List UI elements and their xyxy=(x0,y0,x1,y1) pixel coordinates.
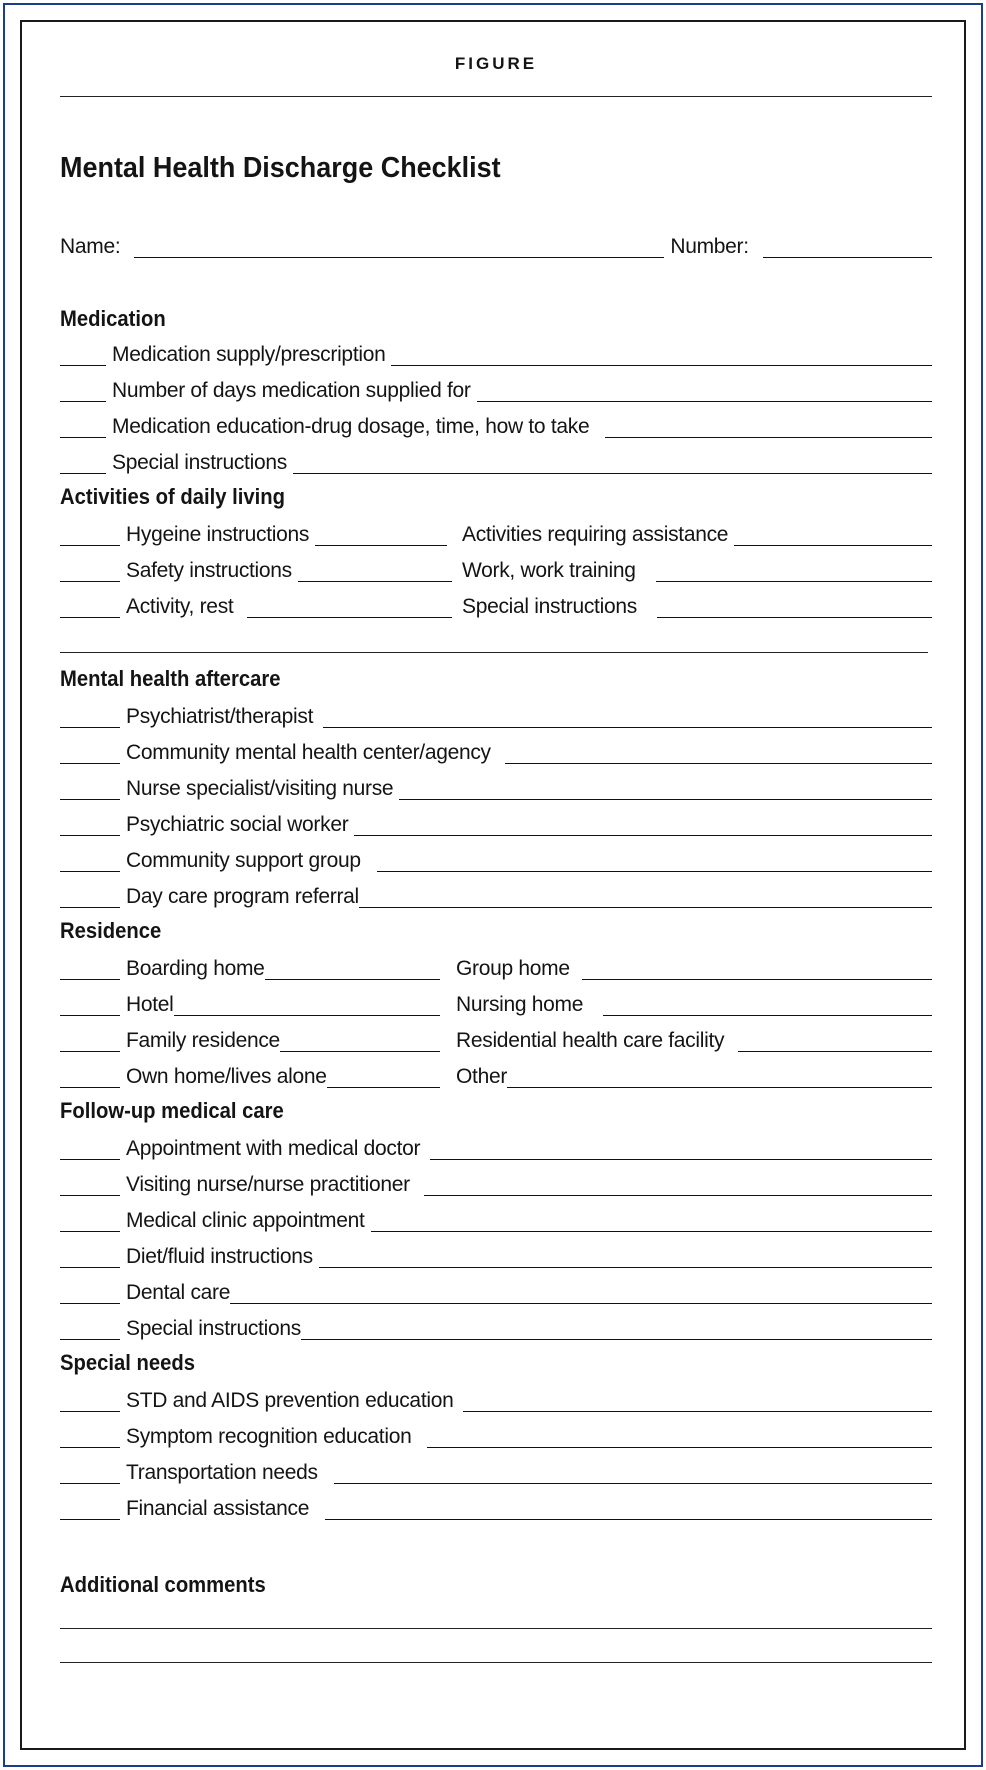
notes-field[interactable] xyxy=(738,1029,932,1052)
checklist-row xyxy=(60,988,440,1016)
checklist-row xyxy=(60,952,440,980)
item-label: Special instructions xyxy=(462,595,637,618)
check-blank[interactable] xyxy=(60,1497,120,1520)
notes-field[interactable] xyxy=(430,1137,932,1160)
section-residence: Residence xyxy=(60,918,162,943)
name-field[interactable] xyxy=(134,235,664,258)
notes-field[interactable] xyxy=(334,1461,932,1484)
checklist-row xyxy=(456,1060,932,1088)
notes-field[interactable] xyxy=(319,1245,932,1268)
check-blank[interactable] xyxy=(60,1209,120,1232)
check-blank[interactable] xyxy=(60,993,120,1016)
check-blank[interactable] xyxy=(60,559,120,582)
item-label: Transportation needs xyxy=(126,1461,318,1484)
checklist-row xyxy=(60,700,932,728)
check-blank[interactable] xyxy=(60,1065,120,1088)
notes-field[interactable] xyxy=(391,343,932,366)
notes-field[interactable] xyxy=(265,957,440,980)
notes-field[interactable] xyxy=(359,885,932,908)
item-label: Residential health care facility xyxy=(456,1029,725,1052)
section-special-needs: Special needs xyxy=(60,1350,196,1375)
notes-field[interactable] xyxy=(298,559,452,582)
section-mental-health-aftercare: Mental health aftercare xyxy=(60,666,281,691)
section-follow-up-medical-care: Follow-up medical care xyxy=(60,1098,284,1123)
notes-field[interactable] xyxy=(657,595,932,618)
notes-field[interactable] xyxy=(399,777,932,800)
item-label: Boarding home xyxy=(126,957,265,980)
notes-field[interactable] xyxy=(301,1317,932,1340)
item-label: Work, work training xyxy=(462,559,636,582)
check-blank[interactable] xyxy=(60,1245,120,1268)
checklist-row xyxy=(60,554,452,582)
item-label: Psychiatrist/therapist xyxy=(126,705,314,728)
notes-field[interactable] xyxy=(325,1497,932,1520)
notes-field[interactable] xyxy=(323,705,932,728)
check-blank[interactable] xyxy=(60,595,120,618)
notes-field[interactable] xyxy=(293,451,932,474)
checklist-row xyxy=(60,772,932,800)
checklist-row xyxy=(60,338,932,366)
item-label: Day care program referral xyxy=(126,885,359,908)
check-blank[interactable] xyxy=(60,523,120,546)
item-label: Visiting nurse/nurse practitioner xyxy=(126,1173,410,1196)
checklist-row xyxy=(462,590,932,618)
section-divider xyxy=(60,652,928,653)
check-blank[interactable] xyxy=(60,1029,120,1052)
checklist-row xyxy=(462,518,932,546)
check-blank[interactable] xyxy=(60,705,120,728)
checklist-row xyxy=(60,410,932,438)
item-label: Community support group xyxy=(126,849,361,872)
checklist-row xyxy=(60,1168,932,1196)
item-label: Medication supply/prescription xyxy=(112,343,386,366)
notes-field[interactable] xyxy=(477,379,932,402)
check-blank[interactable] xyxy=(60,885,120,908)
check-blank[interactable] xyxy=(60,777,120,800)
checklist-row xyxy=(60,736,932,764)
checklist-row xyxy=(60,1024,440,1052)
checklist-row xyxy=(60,374,932,402)
check-blank[interactable] xyxy=(60,1425,120,1448)
name-number-row xyxy=(60,230,932,258)
item-label: Medication education-drug dosage, time, how to take xyxy=(112,415,590,438)
checklist-row xyxy=(60,844,932,872)
name-label: Name: xyxy=(60,235,121,258)
check-blank[interactable] xyxy=(60,813,120,836)
item-label: STD and AIDS prevention education xyxy=(126,1389,454,1412)
section-medication: Medication xyxy=(60,306,166,331)
item-label: Diet/fluid instructions xyxy=(126,1245,313,1268)
item-label: Hotel xyxy=(126,993,174,1016)
check-blank[interactable] xyxy=(60,1389,120,1412)
item-label: Other xyxy=(456,1065,508,1088)
check-blank[interactable] xyxy=(60,379,106,402)
checklist-row xyxy=(60,518,447,546)
notes-field[interactable] xyxy=(734,523,932,546)
checklist-row xyxy=(60,1384,932,1412)
item-label: Community mental health center/agency xyxy=(126,741,491,764)
comment-line[interactable] xyxy=(60,1628,932,1629)
notes-field[interactable] xyxy=(280,1029,440,1052)
notes-field[interactable] xyxy=(656,559,932,582)
item-label: Special instructions xyxy=(126,1317,301,1340)
notes-field[interactable] xyxy=(174,993,440,1016)
checklist-row xyxy=(60,1204,932,1232)
section-activities-daily-living: Activities of daily living xyxy=(60,484,285,509)
checklist-row xyxy=(60,1312,932,1340)
checklist-row xyxy=(462,554,932,582)
number-field[interactable] xyxy=(763,235,932,258)
form-title: Mental Health Discharge Checklist xyxy=(60,152,501,184)
item-label: Nursing home xyxy=(456,993,584,1016)
comment-line[interactable] xyxy=(60,1662,932,1663)
item-label: Hygeine instructions xyxy=(126,523,310,546)
item-label: Group home xyxy=(456,957,570,980)
checklist-row xyxy=(60,1456,932,1484)
checklist-row xyxy=(60,1420,932,1448)
check-blank[interactable] xyxy=(60,1281,120,1304)
notes-field[interactable] xyxy=(354,813,932,836)
checklist-row xyxy=(456,988,932,1016)
notes-field[interactable] xyxy=(424,1173,932,1196)
checklist-row xyxy=(60,1492,932,1520)
notes-field[interactable] xyxy=(463,1389,932,1412)
check-blank[interactable] xyxy=(60,415,106,438)
item-label: Psychiatric social worker xyxy=(126,813,349,836)
notes-field[interactable] xyxy=(371,1209,933,1232)
item-label: Appointment with medical doctor xyxy=(126,1137,421,1160)
check-blank[interactable] xyxy=(60,451,106,474)
notes-field[interactable] xyxy=(605,415,932,438)
number-label: Number: xyxy=(670,235,749,258)
checklist-row xyxy=(456,1024,932,1052)
item-label: Medical clinic appointment xyxy=(126,1209,365,1232)
item-label: Activity, rest xyxy=(126,595,234,618)
checklist-row xyxy=(60,1060,440,1088)
item-label: Nurse specialist/visiting nurse xyxy=(126,777,394,800)
check-blank[interactable] xyxy=(60,1137,120,1160)
checklist-row xyxy=(456,952,932,980)
check-blank[interactable] xyxy=(60,957,120,980)
check-blank[interactable] xyxy=(60,741,120,764)
check-blank[interactable] xyxy=(60,849,120,872)
item-label: Financial assistance xyxy=(126,1497,310,1520)
notes-field[interactable] xyxy=(327,1065,440,1088)
item-label: Own home/lives alone xyxy=(126,1065,327,1088)
check-blank[interactable] xyxy=(60,343,106,366)
checklist-row xyxy=(60,808,932,836)
notes-field[interactable] xyxy=(505,741,932,764)
check-blank[interactable] xyxy=(60,1173,120,1196)
figure-label: FIGURE xyxy=(454,54,538,73)
notes-field[interactable] xyxy=(603,993,932,1016)
notes-field[interactable] xyxy=(507,1065,932,1088)
item-label: Safety instructions xyxy=(126,559,292,582)
checklist-row xyxy=(60,446,932,474)
check-blank[interactable] xyxy=(60,1317,120,1340)
item-label: Number of days medication supplied for xyxy=(112,379,471,402)
header-rule xyxy=(60,96,932,97)
notes-field[interactable] xyxy=(247,595,452,618)
checklist-row xyxy=(60,1132,932,1160)
item-label: Family residence xyxy=(126,1029,280,1052)
notes-field[interactable] xyxy=(315,523,447,546)
checklist-row xyxy=(60,880,932,908)
item-label: Activities requiring assistance xyxy=(462,523,729,546)
item-label: Special instructions xyxy=(112,451,287,474)
notes-field[interactable] xyxy=(377,849,932,872)
checklist-row xyxy=(60,1240,932,1268)
notes-field[interactable] xyxy=(582,957,932,980)
checklist-row xyxy=(60,590,452,618)
checklist-row xyxy=(60,1276,932,1304)
item-label: Symptom recognition education xyxy=(126,1425,412,1448)
item-label: Dental care xyxy=(126,1281,231,1304)
section-additional-comments: Additional comments xyxy=(60,1572,266,1597)
check-blank[interactable] xyxy=(60,1461,120,1484)
notes-field[interactable] xyxy=(427,1425,932,1448)
notes-field[interactable] xyxy=(230,1281,932,1304)
